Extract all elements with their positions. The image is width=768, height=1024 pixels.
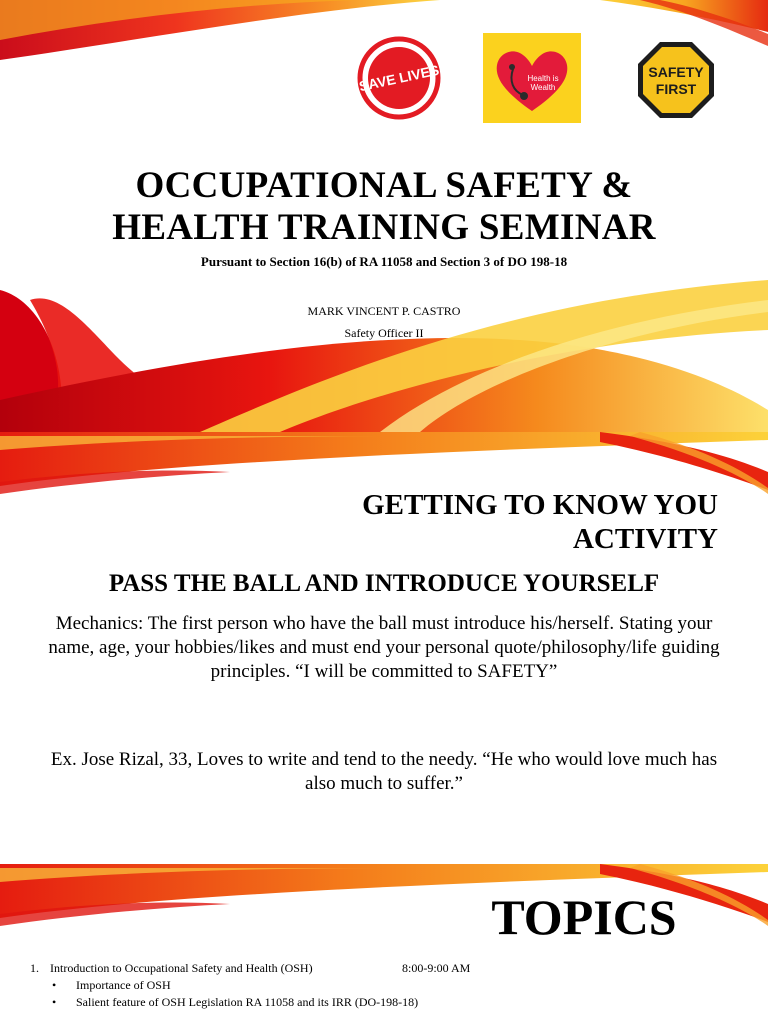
activity-example: Ex. Jose Rizal, 33, Loves to write and tend to the needy. “He who would love much has also much to suffer.” [50,749,718,794]
activity-title-line-1: GETTING TO KNOW YOU [362,489,718,521]
presenter-name: MARK VINCENT P. CASTRO [307,304,461,318]
topic-number: 1. [30,961,39,975]
seminar-subtitle: Pursuant to Section 16(b) of RA 11058 and Section 3 of DO 198-18 [200,254,568,269]
topic-time: 8:00-9:00 AM [402,961,471,975]
bullet-icon: • [52,978,57,992]
seminar-title-line-1: OCCUPATIONAL SAFETY & [135,165,633,206]
save-lives-text: SAVE LIVES [357,61,441,95]
bullet-icon: • [52,995,57,1009]
activity-title [198,488,718,556]
activity-subtitle: PASS THE BALL AND INTRODUCE YOURSELF [108,570,660,597]
health-text-1: Health is [527,74,559,83]
slide-title [0,0,768,432]
topic-text: Introduction to Occupational Safety and Health (OSH) [50,961,313,975]
save-lives-stamp-icon [357,36,441,120]
topics-title: TOPICS [491,889,677,945]
activity-mechanics: Mechanics: The first person who have the ball must introduce his/herself. Stating your name, age, your hobbies/likes and must end your personal quote/philosophy/life guiding principles. “I will be committed to SAFETY” [48,613,720,682]
presenter-role: Safety Officer II [344,326,424,340]
topic-bullet-text: Importance of OSH [76,978,171,992]
safety-first-octagon-icon [636,40,716,120]
seminar-title-line-2: HEALTH TRAINING SEMINAR [112,207,656,248]
topic-list [30,960,750,1011]
topic-bullet [30,994,750,1011]
safety-text-2: FIRST [655,81,697,97]
health-text-2: Wealth [530,83,556,92]
slide-activity [0,432,768,864]
seminar-title [0,165,768,249]
slide-topics [0,864,768,1024]
topic-item [30,960,750,977]
activity-title-line-2: ACTIVITY [572,523,718,555]
heart-stethoscope-icon [483,33,581,123]
topic-bullet [30,977,750,994]
safety-text-1: SAFETY [648,64,704,80]
topic-bullet-text: Salient feature of OSH Legislation RA 11058 and its IRR (DO-198-18) [76,995,419,1009]
